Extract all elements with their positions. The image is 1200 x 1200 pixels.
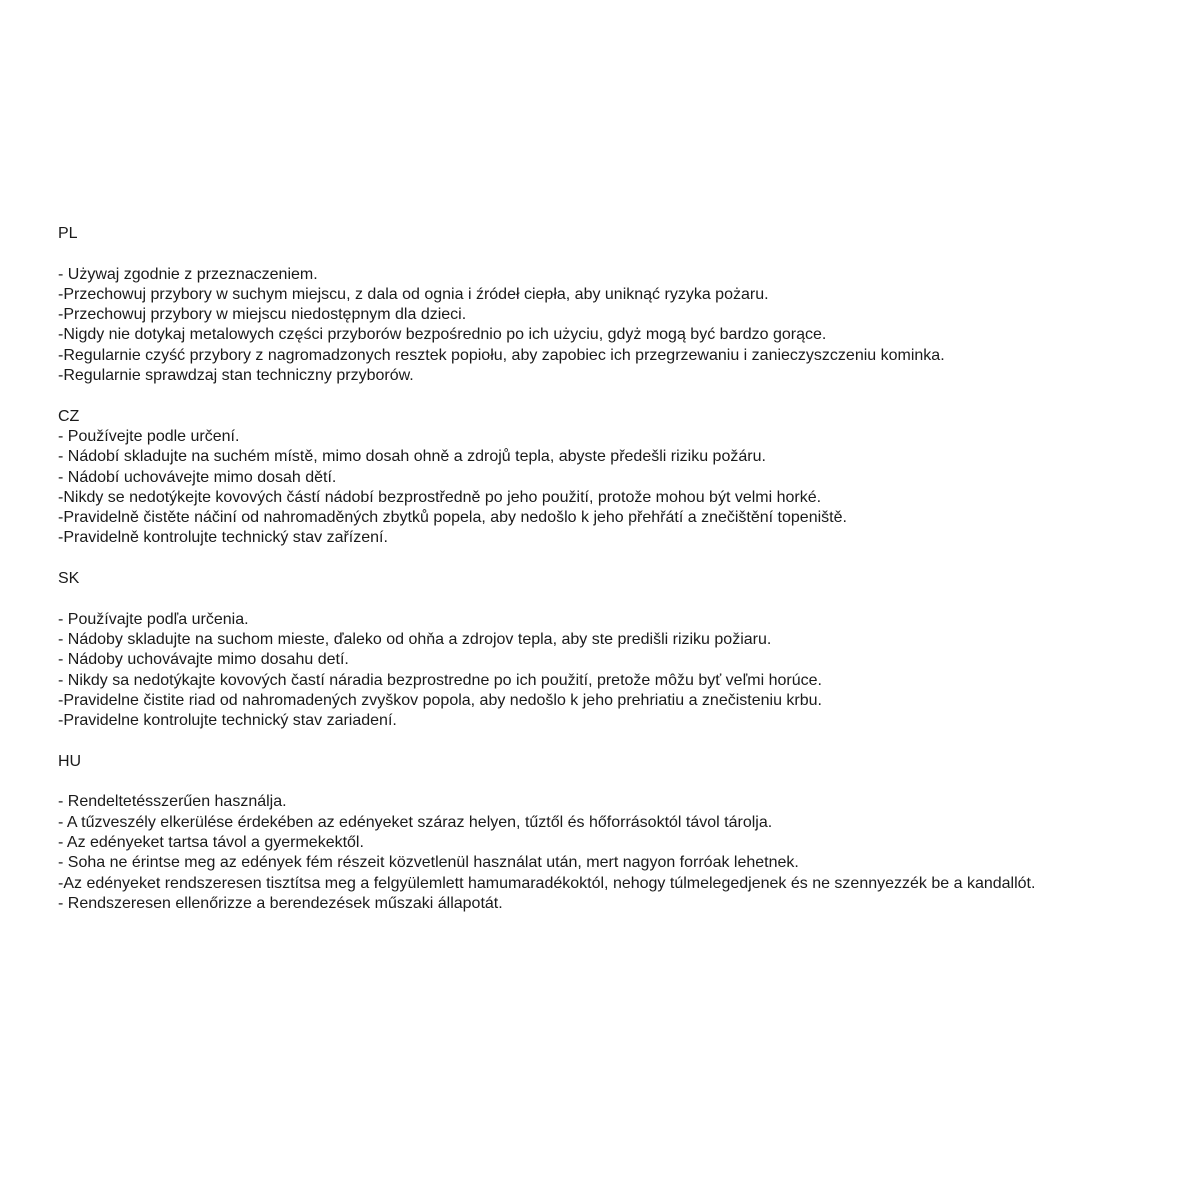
section-heading-cz: CZ <box>58 407 80 425</box>
list-item: - A tűzveszély elkerülése érdekében az edényeket száraz helyen, tűztől és hőforrásoktól távol tárolja. <box>58 813 773 831</box>
list-item: - Nádobí uchovávejte mimo dosah dětí. <box>58 468 337 486</box>
list-item: -Nikdy se nedotýkejte kovových částí nádobí bezprostředně po jeho použití, protože mohou být velmi horké. <box>58 488 822 506</box>
section-sk <box>58 569 1158 731</box>
list-item: -Nigdy nie dotykaj metalowych części przyborów bezpośrednio po ich użyciu, gdyż mogą być bardzo gorące. <box>58 326 827 344</box>
list-item: - Nádoby skladujte na suchom mieste, ďaleko od ohňa a zdrojov tepla, aby ste predišli riziku požiaru. <box>58 630 772 648</box>
list-item: - Az edényeket tartsa távol a gyermekektől. <box>58 833 364 851</box>
list-item: -Az edényeket rendszeresen tisztítsa meg a felgyülemlett hamumaradékoktól, nehogy túlmelegedjenek és ne szennyezzék be a kandallót. <box>58 874 1036 892</box>
list-item: -Pravidelně kontrolujte technický stav zařízení. <box>58 529 388 547</box>
section-heading-pl: PL <box>58 225 78 242</box>
section-cz <box>58 407 1158 549</box>
list-item: - Používejte podle určení. <box>58 427 240 445</box>
spacer <box>58 244 1158 264</box>
spacer <box>58 549 1158 569</box>
list-item: -Regularnie czyść przybory z nagromadzonych resztek popiołu, aby zapobiec ich przegrzewaniu i zanieczyszczeniu kominka. <box>58 346 945 364</box>
section-heading-hu: HU <box>58 752 82 770</box>
list-item: -Pravidelně čistěte náčiní od nahromaděných zbytků popela, aby nedošlo k jeho přehřátí a znečištění topeniště. <box>58 509 847 527</box>
section-heading-sk: SK <box>58 570 80 588</box>
list-item: - Nikdy sa nedotýkajte kovových častí náradia bezprostredne po ich použití, pretože môžu byť veľmi horúce. <box>58 671 822 689</box>
list-item: - Rendeltetésszerűen használja. <box>58 793 287 811</box>
list-item: -Pravidelne čistite riad od nahromadených zvyškov popola, aby nedošlo k jeho prehriatiu a znečisteniu krbu. <box>58 691 822 709</box>
list-item: -Przechowuj przybory w suchym miejscu, z dala od ognia i źródeł ciepła, aby uniknąć ryzyka pożaru. <box>58 285 769 303</box>
spacer <box>58 772 1158 792</box>
list-item: - Nádoby uchovávajte mimo dosahu detí. <box>58 651 349 669</box>
list-item: - Rendszeresen ellenőrizze a berendezések műszaki állapotát. <box>58 894 503 912</box>
spacer <box>58 731 1158 751</box>
list-item: - Używaj zgodnie z przeznaczeniem. <box>58 265 318 283</box>
section-hu <box>58 752 1158 914</box>
spacer <box>58 386 1158 406</box>
list-item: -Regularnie sprawdzaj stan techniczny przyborów. <box>58 367 414 385</box>
list-item: - Nádobí skladujte na suchém místě, mimo dosah ohně a zdrojů tepla, abyste předešli riziku požáru. <box>58 448 766 466</box>
instruction-document <box>58 224 1158 914</box>
list-item: -Pravidelne kontrolujte technický stav zariadení. <box>58 712 397 730</box>
list-item: - Soha ne érintse meg az edények fém részeit közvetlenül használat után, mert nagyon forróak lehetnek. <box>58 854 799 872</box>
list-item: -Przechowuj przybory w miejscu niedostępnym dla dzieci. <box>58 306 467 324</box>
list-item: - Používajte podľa určenia. <box>58 610 249 628</box>
spacer <box>58 589 1158 609</box>
section-pl <box>58 224 1158 386</box>
